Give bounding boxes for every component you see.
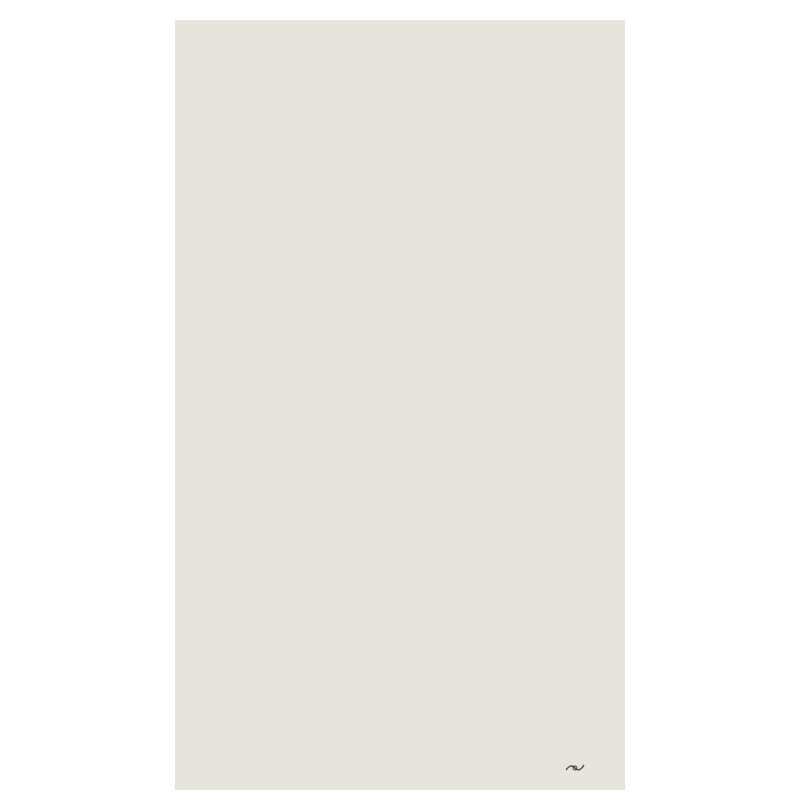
toc-right-column bbox=[418, 20, 625, 790]
book-page bbox=[175, 20, 625, 790]
decorative-ornament-icon bbox=[565, 760, 585, 774]
toc-left-column bbox=[185, 20, 410, 790]
